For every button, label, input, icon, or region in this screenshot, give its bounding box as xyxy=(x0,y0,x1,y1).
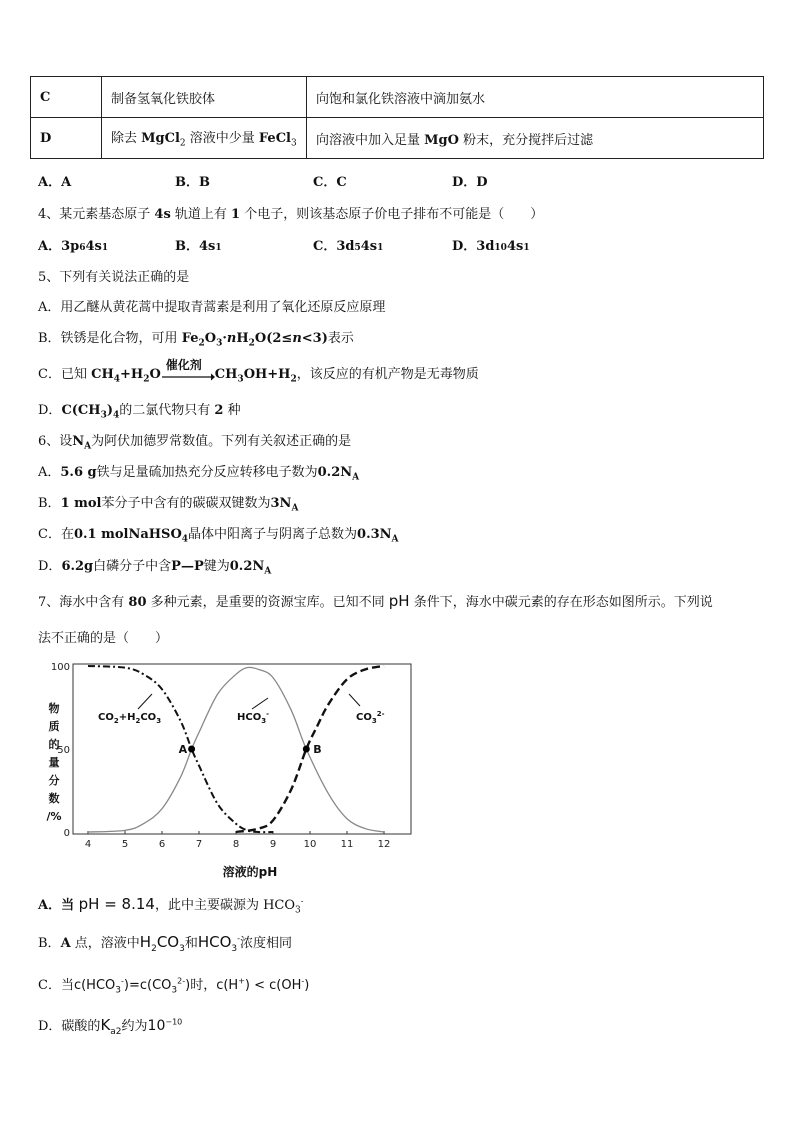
q5-option-c: C．已知 $CH_4+H_2O$ 催化剂 $CH_3OH+H_2$，该反应的有机产物是无毒物质 xyxy=(38,357,479,385)
q4-option-c: C．3d54s1 xyxy=(313,239,384,254)
table-cell-label: C xyxy=(31,77,102,118)
point-label-b: B xyxy=(313,743,322,756)
q7-stem-line2: 法不正确的是（ ） xyxy=(38,631,169,646)
ylabel-char: 数 xyxy=(48,792,60,805)
plot-frame xyxy=(73,664,411,834)
q7-option-d: D．碳酸的$K_{a2}$约为$10^{-10}$ xyxy=(38,1016,183,1037)
x-tick-label: 5 xyxy=(121,839,129,850)
ylabel-char: 分 xyxy=(48,774,60,787)
series-co3 xyxy=(236,666,384,832)
ylabel-char: 物 xyxy=(48,702,60,715)
x-tick-label: 9 xyxy=(269,839,277,850)
q7-option-a: A．当 pH = 8.14，此中主要碳源为 $HCO_3^-$ xyxy=(38,895,304,916)
q6-option-b: B．1 mol苯分子中含有的碳碳双键数为$3N_A$ xyxy=(38,496,299,514)
q5-option-d: D．$C(CH_3)_4$的二氯代物只有 2 种 xyxy=(38,403,241,421)
option-table xyxy=(30,76,764,159)
q6-option-a: A．5.6 g铁与足量硫加热充分反应转移电子数为$0.2N_A$ xyxy=(38,465,360,483)
ylabel-char: /% xyxy=(46,810,62,823)
x-tick-label: 8 xyxy=(232,839,240,850)
carbon-species-chart xyxy=(40,656,412,886)
table-cell-purpose: 制备氢氧化铁胶体 xyxy=(102,77,307,118)
q3-option-b: B．B xyxy=(175,175,210,190)
q7-stem-line1: 7、海水中含有 80 多种元素，是重要的资源宝库。已知不同 pH 条件下，海水中碳元素的存在形态如图所示。下列说 xyxy=(38,592,713,610)
table-cell-method: 向饱和氯化铁溶液中滴加氨水 xyxy=(307,77,764,118)
series-hco3 xyxy=(88,667,384,832)
q5-option-a: A．用乙醚从黄花蒿中提取青蒿素是利用了氧化还原反应原理 xyxy=(38,300,386,315)
x-tick-label: 7 xyxy=(195,839,203,850)
pointer-co2 xyxy=(138,694,152,709)
q7-option-c: C．当$c(HCO_3^-)=c(CO_3^{2-})$时，c(H+) < c(OH-) xyxy=(38,976,310,996)
q3-option-c: C．C xyxy=(313,175,347,190)
q4-stem: 4、某元素基态原子 4s 轨道上有 1 个电子，则该基态原子价电子排布不可能是（ ） xyxy=(38,207,544,222)
pointer-co3 xyxy=(349,694,360,706)
y-tick-label: 100 xyxy=(50,662,70,673)
q4-option-d: D．3d104s1 xyxy=(452,239,530,254)
point-b xyxy=(303,746,310,753)
q6-option-d: D．6.2g白磷分子中含P—P键为$0.2N_A$ xyxy=(38,559,272,577)
q7-option-b: B．A 点，溶液中$H_2CO_3$和$HCO_3^-$浓度相同 xyxy=(38,933,293,954)
ylabel-char: 的 xyxy=(48,738,60,751)
x-tick-label: 4 xyxy=(84,839,92,850)
table-cell-label: D xyxy=(31,118,102,159)
label-co2-h2co3: $CO_2+H_2CO_3$ xyxy=(98,712,162,725)
q6-stem: 6、设$N_A$为阿伏加德罗常数值。下列有关叙述正确的是 xyxy=(38,434,352,452)
label-co3: $CO_3^{2-}$ xyxy=(356,710,385,725)
x-tick-label: 6 xyxy=(158,839,166,850)
reaction-arrow: 催化剂 xyxy=(161,368,215,382)
point-a xyxy=(188,746,195,753)
ylabel-char: 量 xyxy=(48,756,60,769)
q3-option-d: D．D xyxy=(452,175,488,190)
point-label-a: A xyxy=(178,743,188,756)
pointer-hco3 xyxy=(252,698,268,709)
table-row xyxy=(31,77,764,118)
x-axis-label: 溶液的pH xyxy=(222,865,278,879)
q5-option-b: B．铁锈是化合物，可用 $Fe_2O_3\cdot nH_2O(2\le n<3)$表示 xyxy=(38,331,354,349)
table-cell-purpose: 除去 MgCl$_2$ 溶液中少量 FeCl$_3$ xyxy=(102,118,307,159)
x-tick-label: 11 xyxy=(340,839,354,850)
q6-option-c: C．在0.1 molNaHSO$_4$晶体中阳离子与阴离子总数为$0.3N_A$ xyxy=(38,527,399,545)
y-tick-label: 0 xyxy=(63,828,70,839)
q3-option-a: A．A xyxy=(38,175,72,190)
q5-stem: 5、下列有关说法正确的是 xyxy=(38,270,190,285)
table-cell-method: 向溶液中加入足量 MgO 粉末，充分搅拌后过滤 xyxy=(307,118,764,159)
x-tick-label: 10 xyxy=(303,839,317,850)
table-row xyxy=(31,118,764,159)
q4-option-a: A．3p64s1 xyxy=(38,239,109,254)
x-tick-label: 12 xyxy=(377,839,391,850)
y-tick-label: 50 xyxy=(57,745,70,756)
ylabel-char: 质 xyxy=(48,720,60,733)
label-hco3: $HCO_3^-$ xyxy=(237,710,269,725)
q4-option-b: B．4s1 xyxy=(175,239,222,254)
